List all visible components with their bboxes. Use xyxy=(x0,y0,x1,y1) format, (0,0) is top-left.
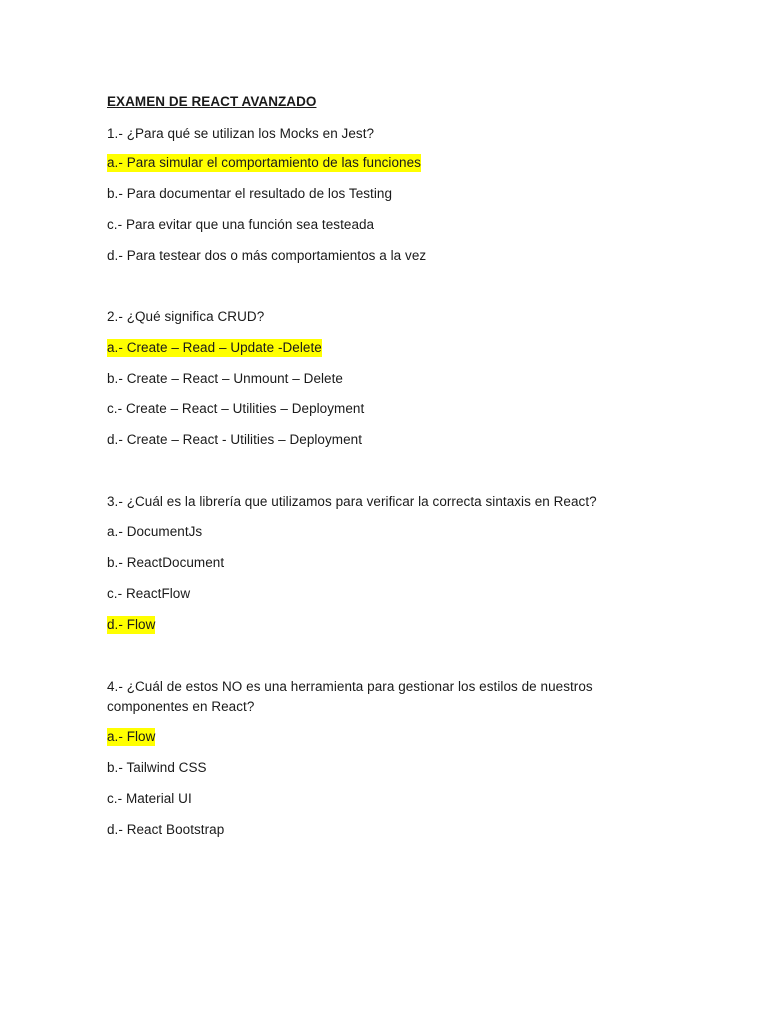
document-title: EXAMEN DE REACT AVANZADO xyxy=(107,94,317,109)
question-2-option-b-text: b.- Create – React – Unmount – Delete xyxy=(107,371,343,386)
question-4-option-c-text: c.- Material UI xyxy=(107,791,192,806)
question-4-text: 4.- ¿Cuál de estos NO es una herramienta para gestionar los estilos de nuestros componentes en React? xyxy=(107,679,593,714)
question-4-option-d xyxy=(107,821,224,839)
question-1-option-d-text: d.- Para testear dos o más comportamientos a la vez xyxy=(107,248,427,263)
question-4-option-d-text: d.- React Bootstrap xyxy=(107,822,225,837)
question-2-option-a xyxy=(107,339,322,357)
question-3-option-d-text: d.- Flow xyxy=(107,617,156,632)
question-1-text: 1.- ¿Para qué se utilizan los Mocks en Jest? xyxy=(107,126,375,141)
question-3-option-d xyxy=(107,616,155,634)
question-2-option-d xyxy=(107,431,362,449)
question-1-option-c-text: c.- Para evitar que una función sea testeada xyxy=(107,217,375,232)
question-2-option-c xyxy=(107,400,364,418)
question-3-option-c xyxy=(107,585,190,603)
question-4 xyxy=(107,677,607,717)
question-1-option-b xyxy=(107,185,392,203)
question-2-option-c-text: c.- Create – React – Utilities – Deployment xyxy=(107,401,365,416)
question-3-option-a xyxy=(107,523,202,541)
question-4-option-a-text: a.- Flow xyxy=(107,729,156,744)
question-3-option-b-text: b.- ReactDocument xyxy=(107,555,225,570)
question-3-text: 3.- ¿Cuál es la librería que utilizamos para verificar la correcta sintaxis en React? xyxy=(107,494,597,509)
question-3-option-a-text: a.- DocumentJs xyxy=(107,524,203,539)
question-2-option-d-text: d.- Create – React - Utilities – Deployment xyxy=(107,432,362,447)
question-2 xyxy=(107,308,264,326)
question-1-option-d xyxy=(107,247,426,265)
question-4-option-a xyxy=(107,728,155,746)
question-1-option-a xyxy=(107,154,421,172)
exam-document xyxy=(107,91,707,837)
question-1-option-a-text: a.- Para simular el comportamiento de las funciones xyxy=(107,155,421,170)
question-2-text: 2.- ¿Qué significa CRUD? xyxy=(107,309,265,324)
question-3-option-c-text: c.- ReactFlow xyxy=(107,586,191,601)
question-1 xyxy=(107,125,374,143)
question-2-option-a-text: a.- Create – Read – Update -Delete xyxy=(107,340,322,355)
question-3-option-b xyxy=(107,554,224,572)
question-2-option-b xyxy=(107,370,343,388)
question-4-option-b-text: b.- Tailwind CSS xyxy=(107,760,207,775)
question-4-option-b xyxy=(107,759,207,777)
question-1-option-c xyxy=(107,216,374,234)
question-1-option-b-text: b.- Para documentar el resultado de los Testing xyxy=(107,186,393,201)
question-3 xyxy=(107,493,597,511)
question-4-option-c xyxy=(107,790,192,808)
